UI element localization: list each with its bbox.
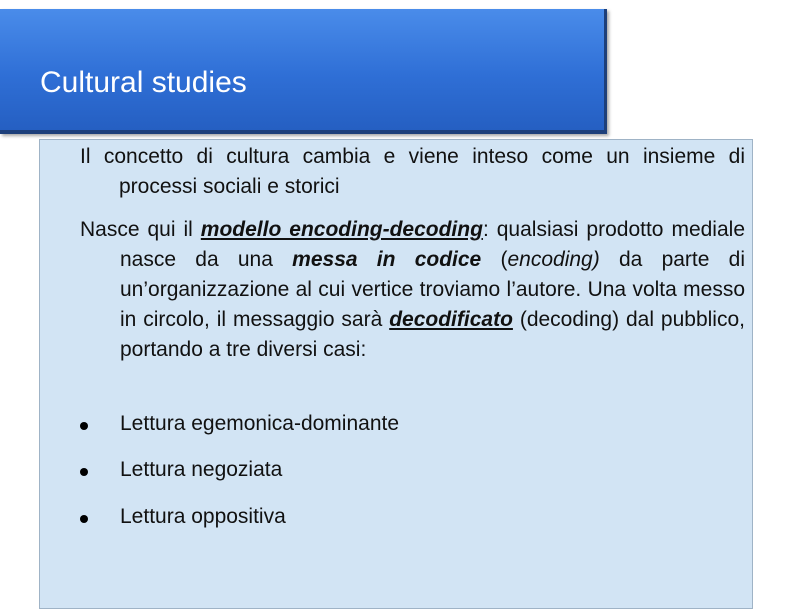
decoded-emphasis: decodificato bbox=[389, 308, 513, 331]
paragraph-concept bbox=[80, 142, 745, 202]
slide-title: Cultural studies bbox=[40, 66, 247, 99]
list-item-label: Lettura egemonica-dominante bbox=[120, 412, 400, 435]
paragraph-model-text bbox=[80, 215, 745, 365]
list-item-label: Lettura negoziata bbox=[120, 458, 283, 481]
list-item-label: Lettura oppositiva bbox=[120, 505, 286, 528]
model-text-part4: da parte di un’organizzazione al cui vertice troviamo l’autore. Una volta messo in circolo, il messaggio sarà bbox=[120, 248, 746, 331]
encoding-italic: encoding) bbox=[507, 248, 600, 271]
model-text-part5: (decoding) dal pubblico, portando a tre diversi casi: bbox=[120, 308, 745, 361]
model-text-part3: ( bbox=[481, 248, 508, 271]
content-box bbox=[39, 139, 753, 609]
paragraph-concept-text: Il concetto di cultura cambia e viene inteso come un insieme di processi sociali e storici bbox=[80, 145, 745, 198]
model-text-part1: Nasce qui il bbox=[80, 218, 201, 241]
paragraph-model bbox=[80, 215, 745, 365]
bullet-icon bbox=[80, 515, 88, 523]
title-bar bbox=[0, 9, 607, 134]
model-emphasis: modello encoding-decoding bbox=[200, 218, 483, 241]
encoding-emphasis: messa in codice bbox=[292, 248, 482, 271]
model-text-part2: : qualsiasi prodotto mediale nasce da una bbox=[120, 218, 745, 271]
bullet-icon bbox=[80, 422, 88, 430]
bullet-icon bbox=[80, 468, 88, 476]
